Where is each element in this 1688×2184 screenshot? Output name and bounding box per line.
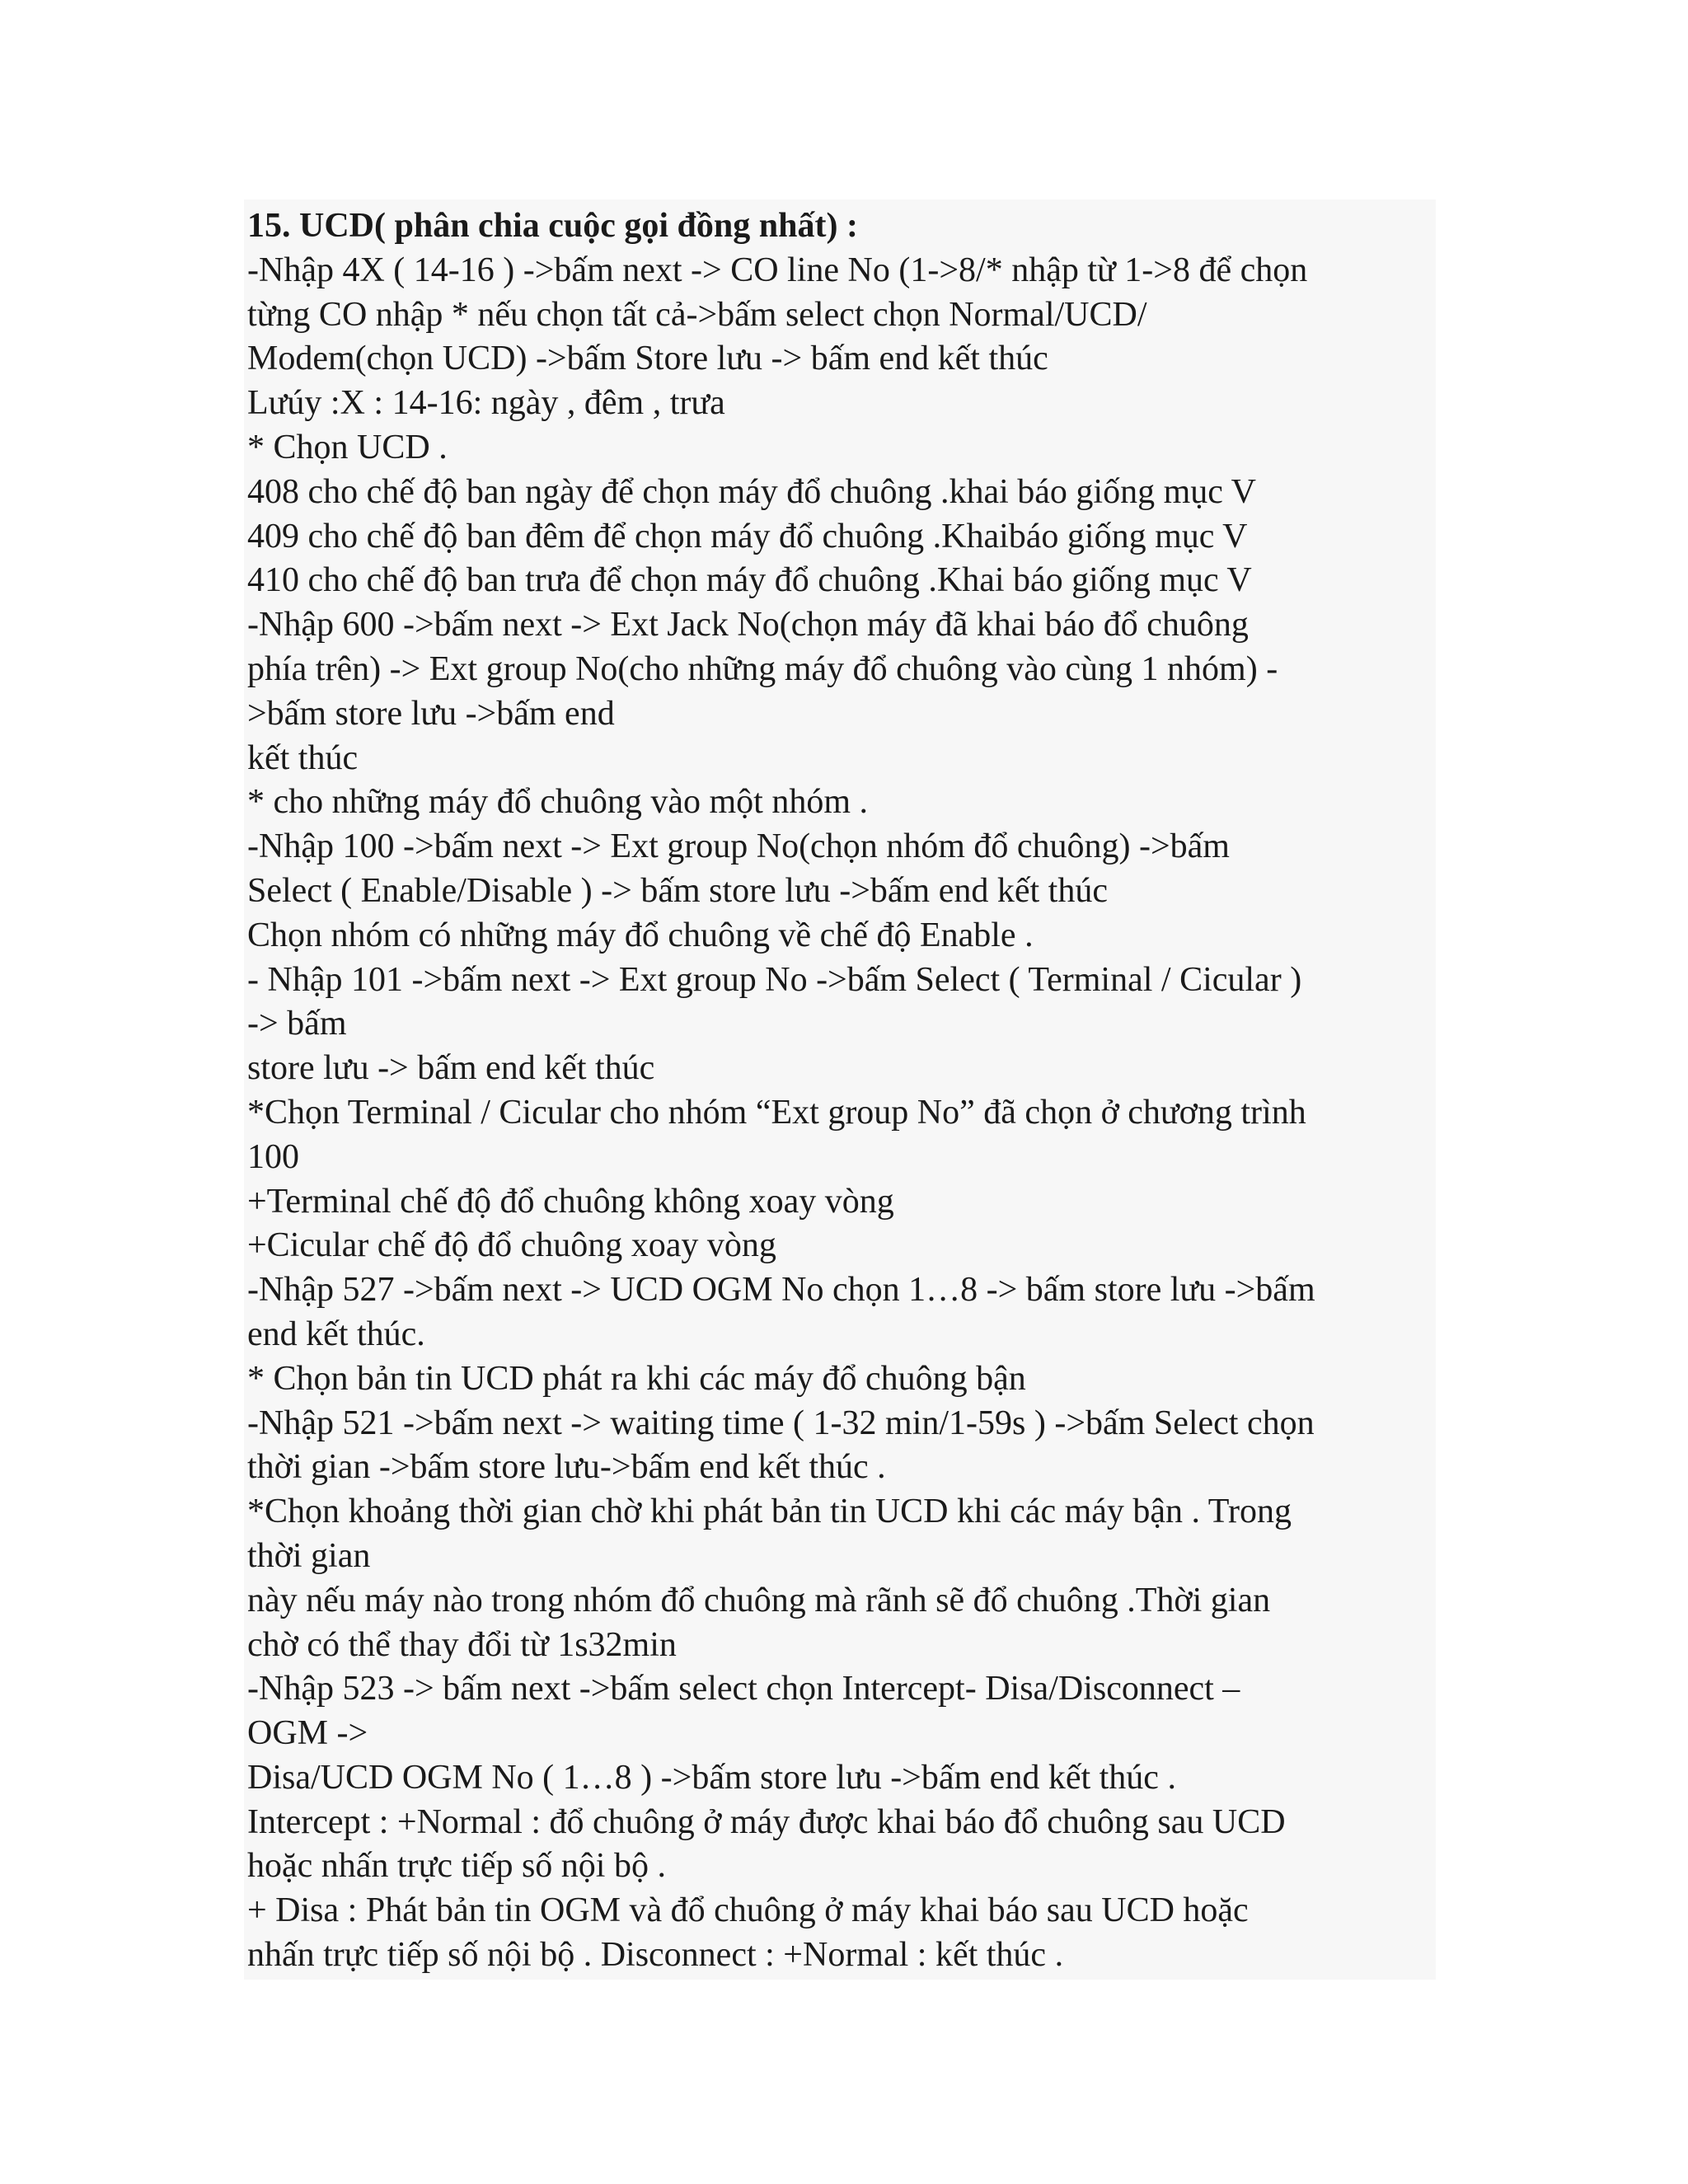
text-line: chờ có thể thay đổi từ 1s32min: [247, 1625, 677, 1664]
text-line: này nếu máy nào trong nhóm đổ chuông mà rãnh sẽ đổ chuông .Thời gian: [247, 1581, 1271, 1619]
text-line: -Nhập 600 ->bấm next -> Ext Jack No(chọn máy đã khai báo đổ chuông: [247, 606, 1249, 644]
text-line: Disa/UCD OGM No ( 1…8 ) ->bấm store lưu ->bấm end kết thúc .: [247, 1758, 1176, 1797]
text-line: thời gian: [247, 1536, 371, 1575]
text-line: -Nhập 527 ->bấm next -> UCD OGM No chọn 1…8 -> bấm store lưu ->bấm: [247, 1271, 1315, 1310]
text-line: end kết thúc.: [247, 1315, 425, 1353]
text-line: -Nhập 523 -> bấm next ->bấm select chọn Intercept- Disa/Disconnect –: [247, 1670, 1240, 1708]
text-line: 100: [247, 1137, 299, 1176]
text-line: 410 cho chế độ ban trưa để chọn máy đổ chuông .Khai báo giống mục V: [247, 561, 1252, 600]
text-line: +Terminal chế độ đổ chuông không xoay vòng: [247, 1182, 894, 1221]
text-line: * Chọn UCD .: [247, 428, 448, 466]
text-line: Modem(chọn UCD) ->bấm Store lưu -> bấm end kết thúc: [247, 340, 1048, 378]
text-line: *Chọn Terminal / Cicular cho nhóm “Ext group No” đã chọn ở chương trình: [247, 1093, 1306, 1132]
text-line: từng CO nhập * nếu chọn tất cả->bấm select chọn Normal/UCD/: [247, 295, 1147, 334]
text-line: OGM ->: [247, 1714, 368, 1753]
text-line: >bấm store lưu ->bấm end: [247, 694, 615, 733]
text-line: +Cicular chế độ đổ chuông xoay vòng: [247, 1226, 776, 1265]
text-line: thời gian ->bấm store lưu->bấm end kết thúc .: [247, 1448, 886, 1487]
text-line: * Chọn bản tin UCD phát ra khi các máy đổ chuông bận: [247, 1359, 1026, 1398]
text-line: *Chọn khoảng thời gian chờ khi phát bản tin UCD khi các máy bận . Trong: [247, 1493, 1292, 1531]
text-line: -Nhập 521 ->bấm next -> waiting time ( 1-32 min/1-59s ) ->bấm Select chọn: [247, 1404, 1315, 1442]
text-line: * cho những máy đổ chuông vào một nhóm .: [247, 783, 869, 822]
text-line: 409 cho chế độ ban đêm để chọn máy đổ chuông .Khaibáo giống mục V: [247, 517, 1248, 555]
text-line: -Nhập 100 ->bấm next -> Ext group No(chọn nhóm đổ chuông) ->bấm: [247, 827, 1230, 866]
text-line: 408 cho chế độ ban ngày để chọn máy đổ chuông .khai báo giống mục V: [247, 472, 1256, 511]
text-line: Chọn nhóm có những máy đổ chuông về chế độ Enable .: [247, 916, 1034, 954]
text-line: phía trên) -> Ext group No(cho những máy đổ chuông vào cùng 1 nhóm) -: [247, 649, 1278, 688]
text-line: Intercept : +Normal : đổ chuông ở máy được khai báo đổ chuông sau UCD: [247, 1802, 1286, 1841]
text-line: nhấn trực tiếp số nội bộ . Disconnect : +Normal : kết thúc .: [247, 1936, 1064, 1975]
text-line: - Nhập 101 ->bấm next -> Ext group No ->bấm Select ( Terminal / Cicular ): [247, 960, 1302, 999]
text-line: store lưu -> bấm end kết thúc: [247, 1049, 655, 1088]
text-line: -> bấm: [247, 1005, 347, 1043]
text-line: -Nhập 4X ( 14-16 ) ->bấm next -> CO line No (1->8/* nhập từ 1->8 để chọn: [247, 251, 1308, 289]
document-body: [247, 204, 1442, 1978]
text-line: Lưúy :X : 14-16: ngày , đêm , trưa: [247, 384, 725, 423]
text-line: hoặc nhấn trực tiếp số nội bộ .: [247, 1847, 666, 1886]
section-heading: 15. UCD( phân chia cuộc gọi đồng nhất) :: [247, 207, 858, 245]
text-line: Select ( Enable/Disable ) -> bấm store lưu ->bấm end kết thúc: [247, 871, 1108, 910]
text-line: kết thúc: [247, 738, 359, 777]
text-line: + Disa : Phát bản tin OGM và đổ chuông ở máy khai báo sau UCD hoặc: [247, 1891, 1249, 1930]
